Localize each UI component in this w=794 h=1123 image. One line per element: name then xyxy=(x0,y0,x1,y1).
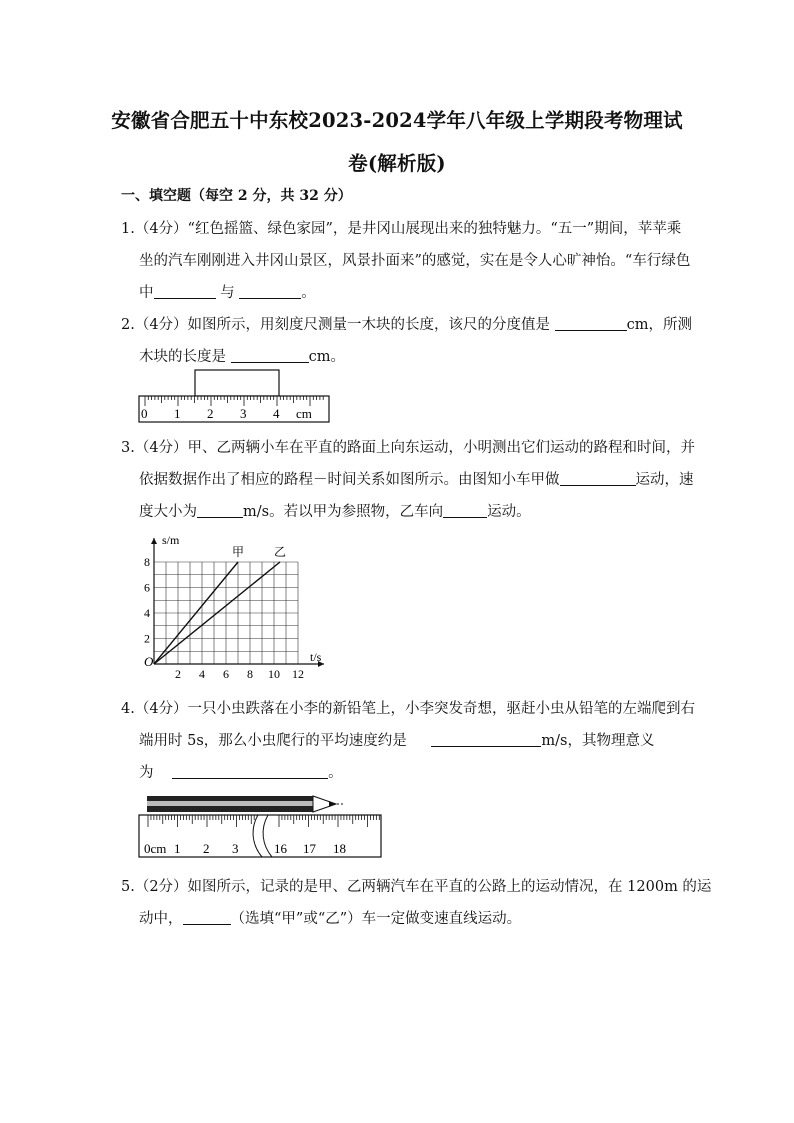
ruler-label: 17 xyxy=(303,841,316,856)
x-tick-label: 6 xyxy=(223,667,229,681)
q1-line-2: 坐的汽车刚刚进入井冈山景区，风景扑面来”的感觉，实在是令人心旷神怡。“车行绿色 xyxy=(139,253,691,269)
x-tick-label: 8 xyxy=(247,667,253,681)
y-tick-label: 6 xyxy=(144,580,150,595)
ruler-label: 18 xyxy=(333,841,346,856)
st-chart xyxy=(136,530,336,681)
y-axis-arrow xyxy=(151,538,157,544)
q4-text-d: 。 xyxy=(328,765,343,781)
pencil-lead xyxy=(329,801,336,807)
series-label: 甲 xyxy=(232,545,245,559)
q5-text-a: 动中， xyxy=(139,911,183,927)
q3-blank-3[interactable] xyxy=(443,502,487,518)
q2-text-a: 2.（4分）如图所示，用刻度尺测量一木块的长度，该尺的分度值是 xyxy=(121,317,551,333)
q2-text-b: cm，所测 xyxy=(626,317,693,333)
paper-title-line-2: 卷(解析版) xyxy=(348,152,446,175)
q3-text-c: 度大小为 xyxy=(139,504,197,520)
q3-line-1: 3.（4分）甲、乙两辆小车在平直的路面上向东运动，小明测出它们运动的路程和时间，并 xyxy=(121,440,696,456)
x-tick-label: 10 xyxy=(268,667,280,681)
pencil-stripe xyxy=(147,801,313,806)
q4-text-a: 端用时 5s，那么小虫爬行的平均速度约是 xyxy=(139,733,407,749)
q4-text-b: m/s，其物理意义 xyxy=(541,733,655,749)
q4-pencil-ruler-figure xyxy=(136,793,386,859)
chart-tick-labels xyxy=(144,555,304,681)
q4-text-c: 为 xyxy=(139,765,154,781)
q3-text-a: 依据数据作出了相应的路程－时间关系如图所示。由图知小车甲做 xyxy=(139,472,560,488)
ruler-label: 0 xyxy=(141,406,148,421)
ruler-label: 3 xyxy=(232,841,239,856)
q5-line-2 xyxy=(139,907,521,928)
chart-series xyxy=(154,545,286,664)
q3-blank-1[interactable] xyxy=(560,470,636,486)
ruler-label: 1 xyxy=(174,841,181,856)
q4-line-1: 4.（4分）一只小虫跌落在小李的新铅笔上，小李突发奇想，驱赶小虫从铅笔的左端爬到右 xyxy=(121,701,696,717)
q2-blank-2[interactable] xyxy=(231,347,309,363)
q2-text-c: 木块的长度是 xyxy=(139,349,226,365)
q5-blank-1[interactable] xyxy=(183,909,231,925)
ruler-label: 0cm xyxy=(144,841,167,856)
series-label: 乙 xyxy=(274,545,287,559)
wooden-block xyxy=(195,370,279,396)
ruler-label: 3 xyxy=(240,406,247,421)
ruler-label: 16 xyxy=(274,841,287,856)
q2-line-2 xyxy=(139,345,345,366)
q5-line-1: 5.（2分）如图所示，记录的是甲、乙两辆汽车在平直的公路上的运动情况，在 1200m 的运 xyxy=(121,879,712,895)
x-axis-label: t/s xyxy=(310,650,322,664)
paper-title-line-1: 安徽省合肥五十中东校2023-2024学年八年级上学期段考物理试 xyxy=(111,109,683,132)
ruler-label: 2 xyxy=(203,841,210,856)
q1-text-c: 。 xyxy=(301,285,316,301)
x-tick-label: 4 xyxy=(199,667,205,681)
q3-text-e: 运动。 xyxy=(487,504,531,520)
q3-text-d: m/s。若以甲为参照物，乙车向 xyxy=(243,504,444,520)
q1-blank-1[interactable] xyxy=(154,283,216,299)
y-tick-label: 4 xyxy=(144,606,150,620)
q2-ruler-figure xyxy=(136,368,336,426)
q4-blank-2[interactable] xyxy=(172,763,328,779)
ruler-label: 4 xyxy=(273,406,280,421)
y-tick-label: 2 xyxy=(144,631,150,646)
q4-line-3 xyxy=(139,761,343,782)
ruler-label: 2 xyxy=(207,406,214,421)
q2-blank-1[interactable] xyxy=(555,315,627,331)
q2-line-1 xyxy=(121,313,692,334)
q3-text-b: 运动，速 xyxy=(635,472,694,488)
x-tick-label: 12 xyxy=(292,667,304,681)
q1-text-a: 中 xyxy=(139,285,154,301)
ruler-unit: cm xyxy=(296,406,312,421)
q4-blank-1[interactable] xyxy=(431,731,541,747)
q1-line-3 xyxy=(139,281,316,302)
origin-label: O xyxy=(144,654,154,669)
q1-blank-2[interactable] xyxy=(239,283,301,299)
q5-text-b: （选填“甲”或“乙”）车一定做变速直线运动。 xyxy=(230,911,522,927)
ruler-label: 1 xyxy=(174,406,181,421)
q3-line-3 xyxy=(139,500,531,521)
q3-blank-2[interactable] xyxy=(197,502,243,518)
x-tick-label: 2 xyxy=(175,667,181,681)
section-heading: 一、填空题（每空 2 分，共 32 分） xyxy=(121,188,352,204)
q2-text-d: cm。 xyxy=(308,349,345,365)
y-tick-label: 8 xyxy=(144,555,150,569)
q3-line-2 xyxy=(139,468,694,489)
y-axis-label: s/m xyxy=(162,533,180,547)
q1-line-1: 1.（4分）“红色摇篮、绿色家园”，是井冈山展现出来的独特魅力。“五一”期间，苹苹乘 xyxy=(121,221,682,237)
q4-line-2 xyxy=(139,729,654,750)
q1-text-b: 与 xyxy=(220,285,235,301)
